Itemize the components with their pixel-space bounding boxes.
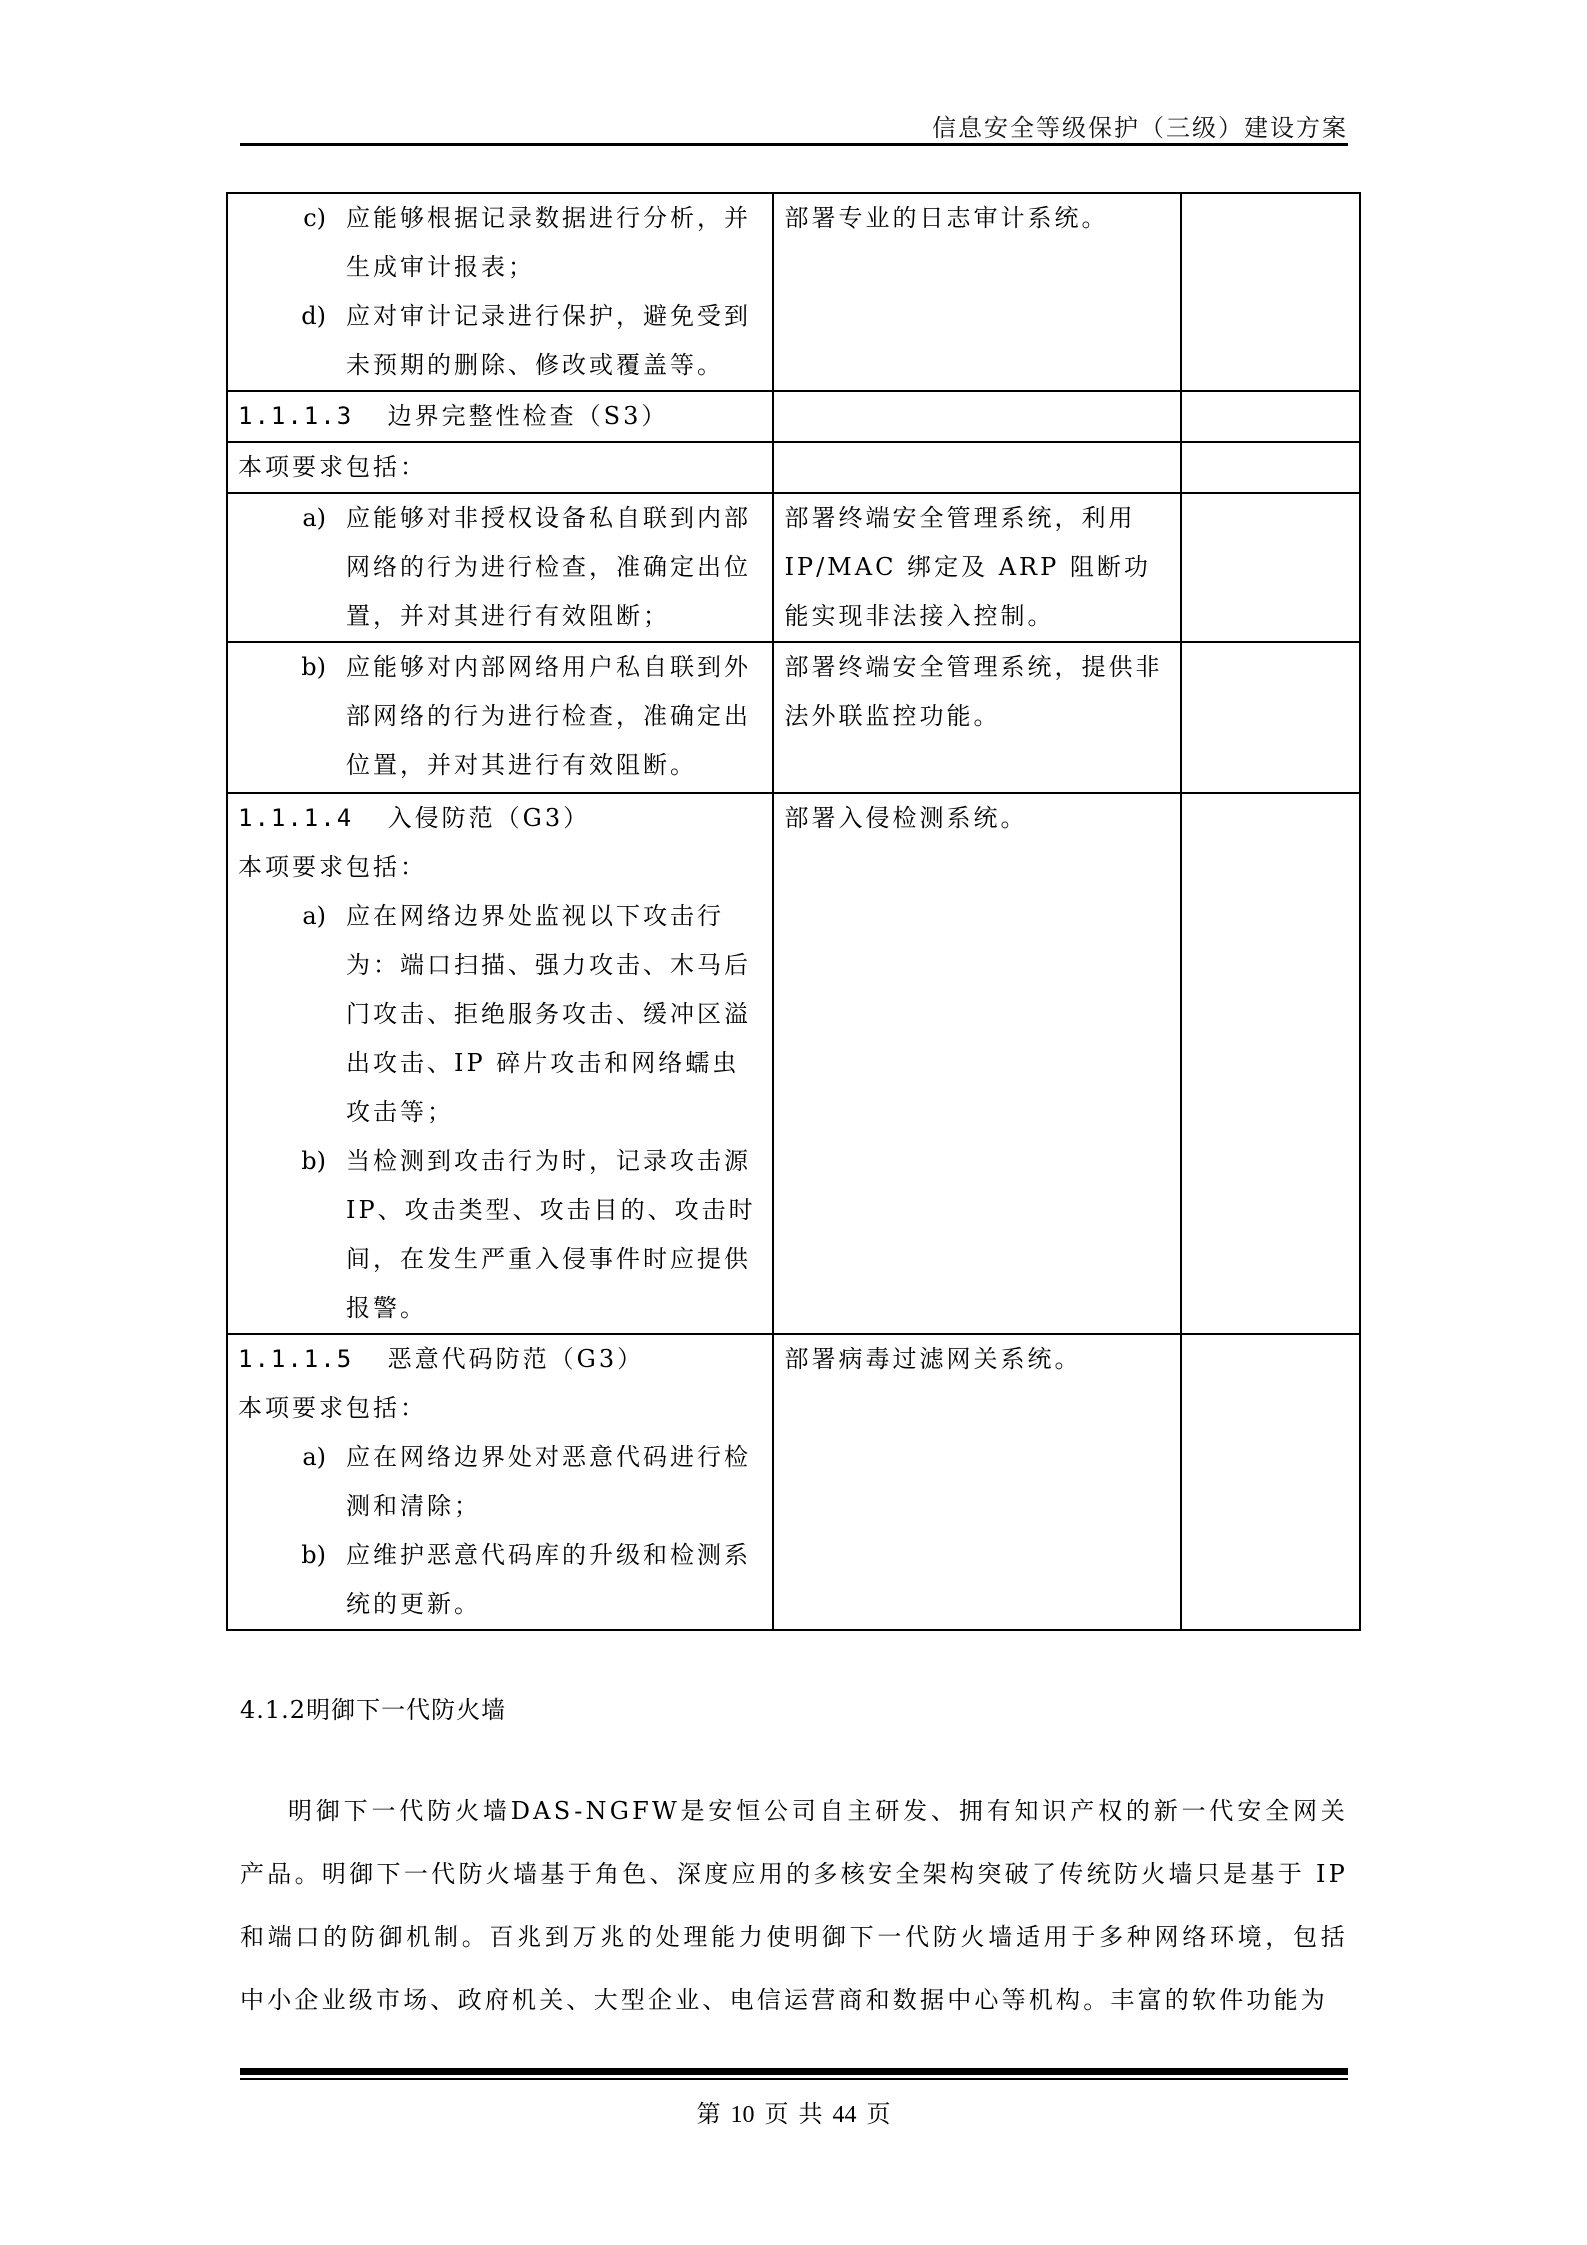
requirement-cell xyxy=(227,642,773,793)
list-item xyxy=(238,1531,762,1629)
table-row xyxy=(227,1334,1360,1630)
table-row xyxy=(227,793,1360,1334)
document-title: 信息安全等级保护（三级）建设方案 xyxy=(932,116,1348,142)
heading-number: 1.1.1.5 xyxy=(238,1345,354,1373)
table-row xyxy=(227,493,1360,642)
section-title: 4.1.2明御下一代防火墙 xyxy=(240,1696,507,1724)
list-item xyxy=(238,1433,762,1531)
requirement-cell xyxy=(227,193,773,391)
item-text: 应对审计记录进行保护，避免受到未预期的删除、修改或覆盖等。 xyxy=(346,302,751,379)
note-cell xyxy=(1181,642,1360,793)
item-label: a) xyxy=(302,1443,326,1471)
requirements-table xyxy=(226,192,1361,1631)
note-cell xyxy=(1181,442,1360,493)
heading-number: 1.1.1.3 xyxy=(238,402,354,430)
body-paragraph: 明御下一代防火墙DAS-NGFW是安恒公司自主研发、拥有知识产权的新一代安全网关产品。明御下一代防火墙基于角色、深度应用的多核安全架构突破了传统防火墙只是基于 IP 和端口的防御机制。百兆到万兆的处理能力使明御下一代防火墙适用于多种网络环境，包括中小企业级市场、政府机关、大型企业、电信运营商和数据中心等机构。丰富的软件功能为 xyxy=(240,1797,1348,2014)
note-cell xyxy=(1181,493,1360,642)
measure-text: 部署终端安全管理系统，利用IP/MAC 绑定及 ARP 阻断功能实现非法接入控制。 xyxy=(784,504,1151,630)
item-text: 应维护恶意代码库的升级和检测系统的更新。 xyxy=(346,1541,751,1618)
table-row xyxy=(227,391,1360,442)
intro-text: 本项要求包括： xyxy=(238,453,427,481)
requirement-cell xyxy=(227,793,773,1334)
measure-text: 部署病毒过滤网关系统。 xyxy=(784,1345,1082,1373)
note-cell xyxy=(1181,193,1360,391)
item-text: 应在网络边界处对恶意代码进行检测和清除； xyxy=(346,1443,751,1520)
intro-text: 本项要求包括： xyxy=(238,853,427,881)
item-label: c) xyxy=(303,204,326,232)
item-label: d) xyxy=(301,302,326,330)
list-item xyxy=(238,494,762,641)
item-label: b) xyxy=(301,1147,326,1175)
item-text: 应能够对非授权设备私自联到内部网络的行为进行检查，准确定出位置，并对其进行有效阻断； xyxy=(346,504,751,630)
measure-cell xyxy=(773,793,1180,1334)
measure-cell xyxy=(773,642,1180,793)
item-text: 当检测到攻击行为时，记录攻击源 IP、攻击类型、攻击目的、攻击时间，在发生严重入侵事件时应提供报警。 xyxy=(346,1147,756,1322)
intro-text: 本项要求包括： xyxy=(238,1394,427,1422)
section-heading xyxy=(238,1335,762,1384)
page-number: 第 10 页 共 44 页 xyxy=(696,2102,891,2128)
measure-cell xyxy=(773,1334,1180,1630)
table-row xyxy=(227,442,1360,493)
note-cell xyxy=(1181,1334,1360,1630)
requirement-cell xyxy=(227,493,773,642)
header-rule xyxy=(240,143,1348,146)
item-label: a) xyxy=(302,902,326,930)
measure-text: 部署终端安全管理系统，提供非法外联监控功能。 xyxy=(784,653,1163,730)
measure-cell xyxy=(773,391,1180,442)
measure-text: 部署专业的日志审计系统。 xyxy=(784,204,1109,232)
section-heading xyxy=(238,794,762,843)
requirement-cell xyxy=(227,1334,773,1630)
footer-rule-thick xyxy=(240,2068,1348,2075)
requirement-cell xyxy=(227,391,773,442)
table-row xyxy=(227,642,1360,793)
table-row xyxy=(227,193,1360,391)
measure-text: 部署入侵检测系统。 xyxy=(784,804,1028,832)
requirement-cell xyxy=(227,442,773,493)
item-text: 应在网络边界处监视以下攻击行为：端口扫描、强力攻击、木马后门攻击、拒绝服务攻击、缓冲区溢出攻击、IP 碎片攻击和网络蠕虫攻击等； xyxy=(346,902,751,1126)
item-text: 应能够对内部网络用户私自联到外部网络的行为进行检查，准确定出位置，并对其进行有效阻断。 xyxy=(346,653,751,779)
heading-text: 边界完整性检查（S3） xyxy=(387,402,669,430)
note-cell xyxy=(1181,391,1360,442)
footer-rule-thin xyxy=(240,2078,1348,2080)
heading-text: 入侵防范（G3） xyxy=(387,804,591,832)
measure-cell xyxy=(773,442,1180,493)
item-label: b) xyxy=(301,653,326,681)
item-label: a) xyxy=(302,504,326,532)
heading-number: 1.1.1.4 xyxy=(238,804,354,832)
page-header xyxy=(240,108,1348,146)
measure-cell xyxy=(773,193,1180,391)
heading-text: 恶意代码防范（G3） xyxy=(387,1345,645,1373)
list-item xyxy=(238,1137,762,1333)
section-heading xyxy=(238,402,668,430)
measure-cell xyxy=(773,493,1180,642)
list-item xyxy=(238,643,762,790)
note-cell xyxy=(1181,793,1360,1334)
item-text: 应能够根据记录数据进行分析，并生成审计报表； xyxy=(346,204,751,281)
list-item xyxy=(238,892,762,1137)
list-item xyxy=(238,292,762,390)
item-label: b) xyxy=(301,1541,326,1569)
list-item xyxy=(238,194,762,292)
